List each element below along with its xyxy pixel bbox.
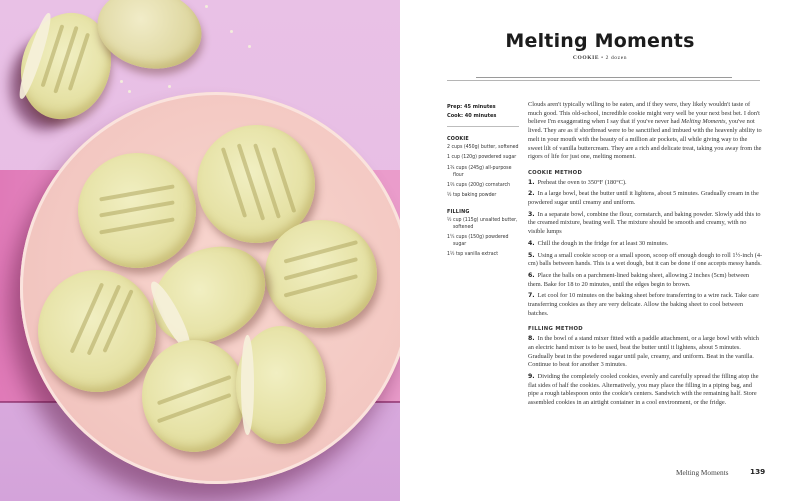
method-step — [528, 292, 763, 318]
crumb — [248, 45, 251, 48]
ingredient: ½ tsp baking powder — [447, 192, 497, 199]
step-text: In a separate bowl, combine the flour, cornstarch, and baking powder. Slowly add this to the creamed mixture, beating well. The mixture should be smooth and creamy, with no visible lumps — [528, 210, 761, 236]
ingredients-sidebar — [447, 103, 523, 262]
crumb — [128, 90, 131, 93]
sidebar-divider — [447, 126, 519, 127]
recipe-body — [528, 101, 763, 411]
ingredient: 1 cup (120g) powdered sugar — [447, 154, 517, 161]
cookie — [38, 270, 156, 392]
step-text: In the bowl of a stand mixer fitted with a paddle attachment, or a large bowl with which an electric hand mixer is to be used, beat the butter until it lightens, about 5 minutes. Gradually beat in the powdered sugar until pale, creamy, and uniform. Beat in the vanilla. Continue to beat for another 3 minutes. — [528, 335, 759, 369]
sandwich-cookie — [236, 326, 326, 444]
method-step — [528, 373, 763, 408]
ingredient: 2 cups (450g) butter, softened — [447, 144, 519, 150]
crumb — [230, 30, 233, 33]
intro-text: , you've not lived. They are as if shortbread were to be sanctified and imbued with the heavenly ability to melt in your mouth with the beauty of a million air pockets, all while giving way to the sweet lilt of vanilla buttercream. They are a rich and delicate treat, taking you away from the rigors of life for just one, melting moment. — [528, 118, 762, 161]
step-number: 4. — [528, 239, 535, 247]
intro-paragraph — [528, 101, 763, 162]
crumb — [168, 85, 171, 88]
method-step — [528, 272, 763, 289]
method-step — [528, 179, 763, 188]
method-step — [528, 190, 763, 207]
title-rule-short — [476, 77, 732, 78]
step-text: Let cool for 10 minutes on the baking sheet before transferring to a wire rack. Take care transferring cookies as they are very delicate. Allow the baking sheet to cool between batches. — [528, 292, 759, 317]
recipe-yield: 2 dozen — [605, 55, 628, 61]
method-step — [528, 240, 763, 249]
step-number: 1. — [528, 178, 535, 186]
cookie-method-heading: COOKIE METHOD — [528, 169, 583, 176]
step-text: In a large bowl, beat the butter until it lightens, about 5 minutes. Gradually cream in the powdered sugar until creamy and uniform. — [528, 190, 759, 207]
cookie — [78, 153, 196, 268]
recipe-category: COOKIE — [572, 55, 600, 61]
filling-method-heading: FILLING METHOD — [528, 326, 583, 333]
cook-time: Cook: 40 minutes — [447, 112, 497, 119]
step-number: 7. — [528, 292, 535, 300]
intro-text: Clouds aren't typically willing to be eaten, and if they were, they likely wouldn't taste of much good. This old-school, incredible cookie might very well be your next best bet. I don't believe I'm exaggerating when I say that if you've never had — [528, 101, 760, 126]
cookie — [142, 340, 246, 452]
step-number: 8. — [528, 335, 535, 343]
step-text: Using a small cookie scoop or a small spoon, scoop off enough dough to roll 1½-inch (4-cm) balls between hands. This is a wet dough, but it can be done if one accepts messy hands. — [528, 251, 763, 268]
cookie-ingredients-heading: COOKIE — [447, 136, 469, 142]
intro-italic-title: Melting Moments — [681, 118, 726, 126]
step-number: 9. — [528, 372, 535, 380]
running-head: Melting Moments — [676, 468, 729, 477]
method-step — [528, 335, 763, 370]
step-text: Preheat the oven to 350°F (180°C). — [537, 178, 627, 186]
prep-time: Prep: 45 minutes — [447, 104, 496, 110]
method-step — [528, 211, 763, 237]
step-number: 3. — [528, 210, 535, 218]
crumb — [120, 80, 123, 83]
step-number: 6. — [528, 271, 535, 279]
ingredient: 1⅔ cups (200g) cornstarch — [447, 181, 511, 188]
step-text: Chill the dough in the fridge for at least 30 minutes. — [537, 239, 669, 247]
recipe-subtitle — [400, 55, 800, 61]
step-number: 2. — [528, 190, 535, 198]
step-text: Dividing the completely cooled cookies, evenly and carefully spread the filling atop the flat sides of half the cookies. Alternatively, you may place the filling in a piping bag, and pipe a rough tablespoon onto the cookie's centers. Sandwich with the remaining half. Store assembled cookies in an airtight container in a cool environment, or the fridge. — [528, 372, 759, 407]
ingredient: 1¼ cups (150g) powdered sugar — [447, 233, 509, 247]
step-number: 5. — [528, 251, 535, 259]
subtitle-separator: • — [601, 55, 604, 61]
step-text: Place the balls on a parchment-lined baking sheet, allowing 2 inches (5cm) between them. Bake for 18 to 20 minutes, until the edges begin to brown. — [528, 271, 750, 288]
recipe-title: Melting Moments — [505, 30, 695, 52]
cookie — [265, 220, 377, 328]
crumb — [205, 5, 208, 8]
method-step — [528, 252, 763, 269]
ingredient: 1¾ cups (245g) all-purpose flour — [447, 164, 512, 178]
filling-ingredients-heading: FILLING — [447, 208, 470, 215]
ingredient: 1½ tsp vanilla extract — [447, 251, 499, 258]
page-number: 139 — [750, 467, 766, 476]
title-rule-long — [447, 80, 760, 81]
ingredient: ½ cup (115g) unsalted butter, softened — [447, 216, 518, 230]
